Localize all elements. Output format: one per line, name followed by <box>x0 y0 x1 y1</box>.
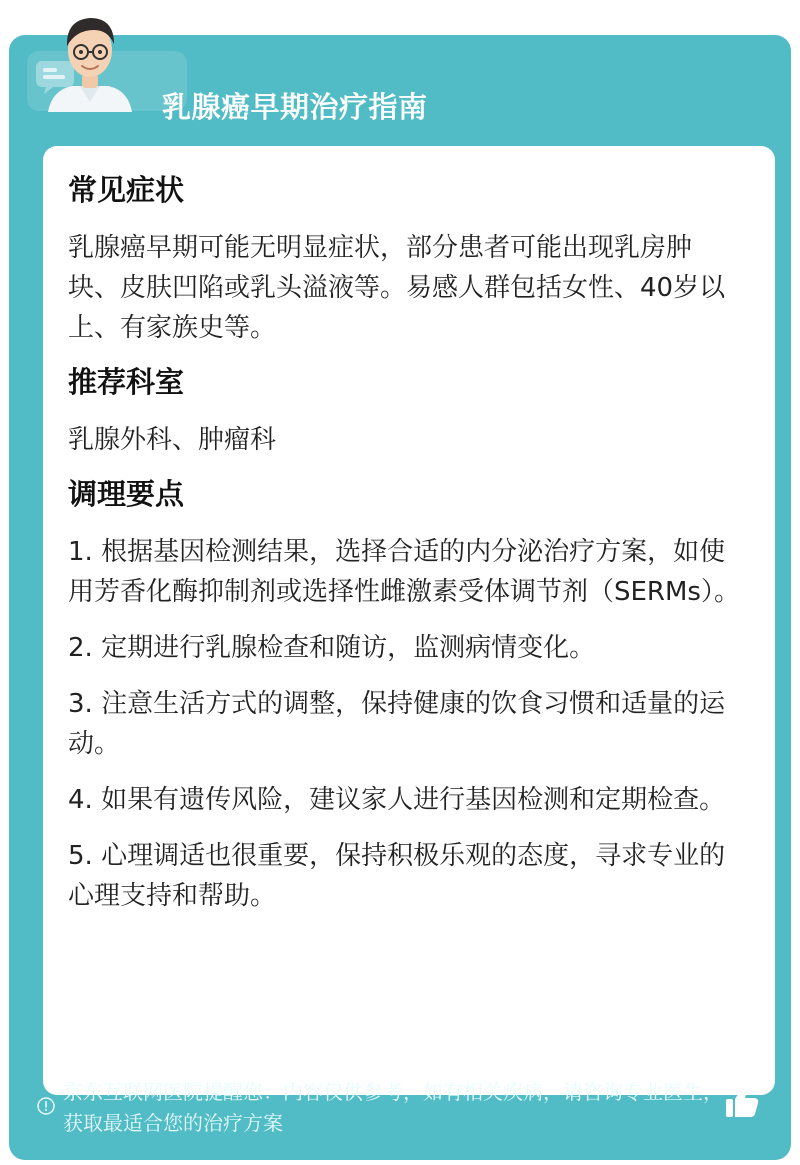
info-icon <box>37 1097 55 1115</box>
department-text: 乳腺外科、肿瘤科 <box>68 425 277 455</box>
guide-frame <box>9 35 791 1160</box>
care-item-2: 2. 定期进行乳腺检查和随访，监测病情变化。 <box>68 633 596 663</box>
symptoms-text: 乳腺癌早期可能无明显症状，部分患者可能出现乳房肿块、皮肤凹陷或乳头溢液等。易感人群包括女性、40岁以上、有家族史等。 <box>68 233 726 343</box>
doctor-avatar <box>42 6 138 112</box>
content-card <box>43 146 775 1095</box>
card-content <box>68 166 740 932</box>
footer-disclaimer: 京东互联网医院提醒您：内容仅供参考，如有相关疾病，请咨询专业医生，获取最适合您的治疗方案 <box>63 1080 723 1135</box>
section-title-symptoms: 常见症状 <box>68 173 185 207</box>
thumbs-up-icon[interactable] <box>723 1083 761 1121</box>
care-item-5: 5. 心理调适也很重要，保持积极乐观的态度，寻求专业的心理支持和帮助。 <box>68 841 726 911</box>
section-title-care: 调理要点 <box>68 477 185 511</box>
care-item-1: 1. 根据基因检测结果，选择合适的内分泌治疗方案，如使用芳香化酶抑制剂或选择性雌激素受体调节剂（SERMs）。 <box>68 537 740 607</box>
care-item-3: 3. 注意生活方式的调整，保持健康的饮食习惯和适量的运动。 <box>68 689 726 759</box>
page-title: 乳腺癌早期治疗指南 <box>162 90 428 124</box>
section-title-department: 推荐科室 <box>68 365 185 399</box>
care-item-4: 4. 如果有遗传风险，建议家人进行基因检测和定期检查。 <box>68 785 726 815</box>
